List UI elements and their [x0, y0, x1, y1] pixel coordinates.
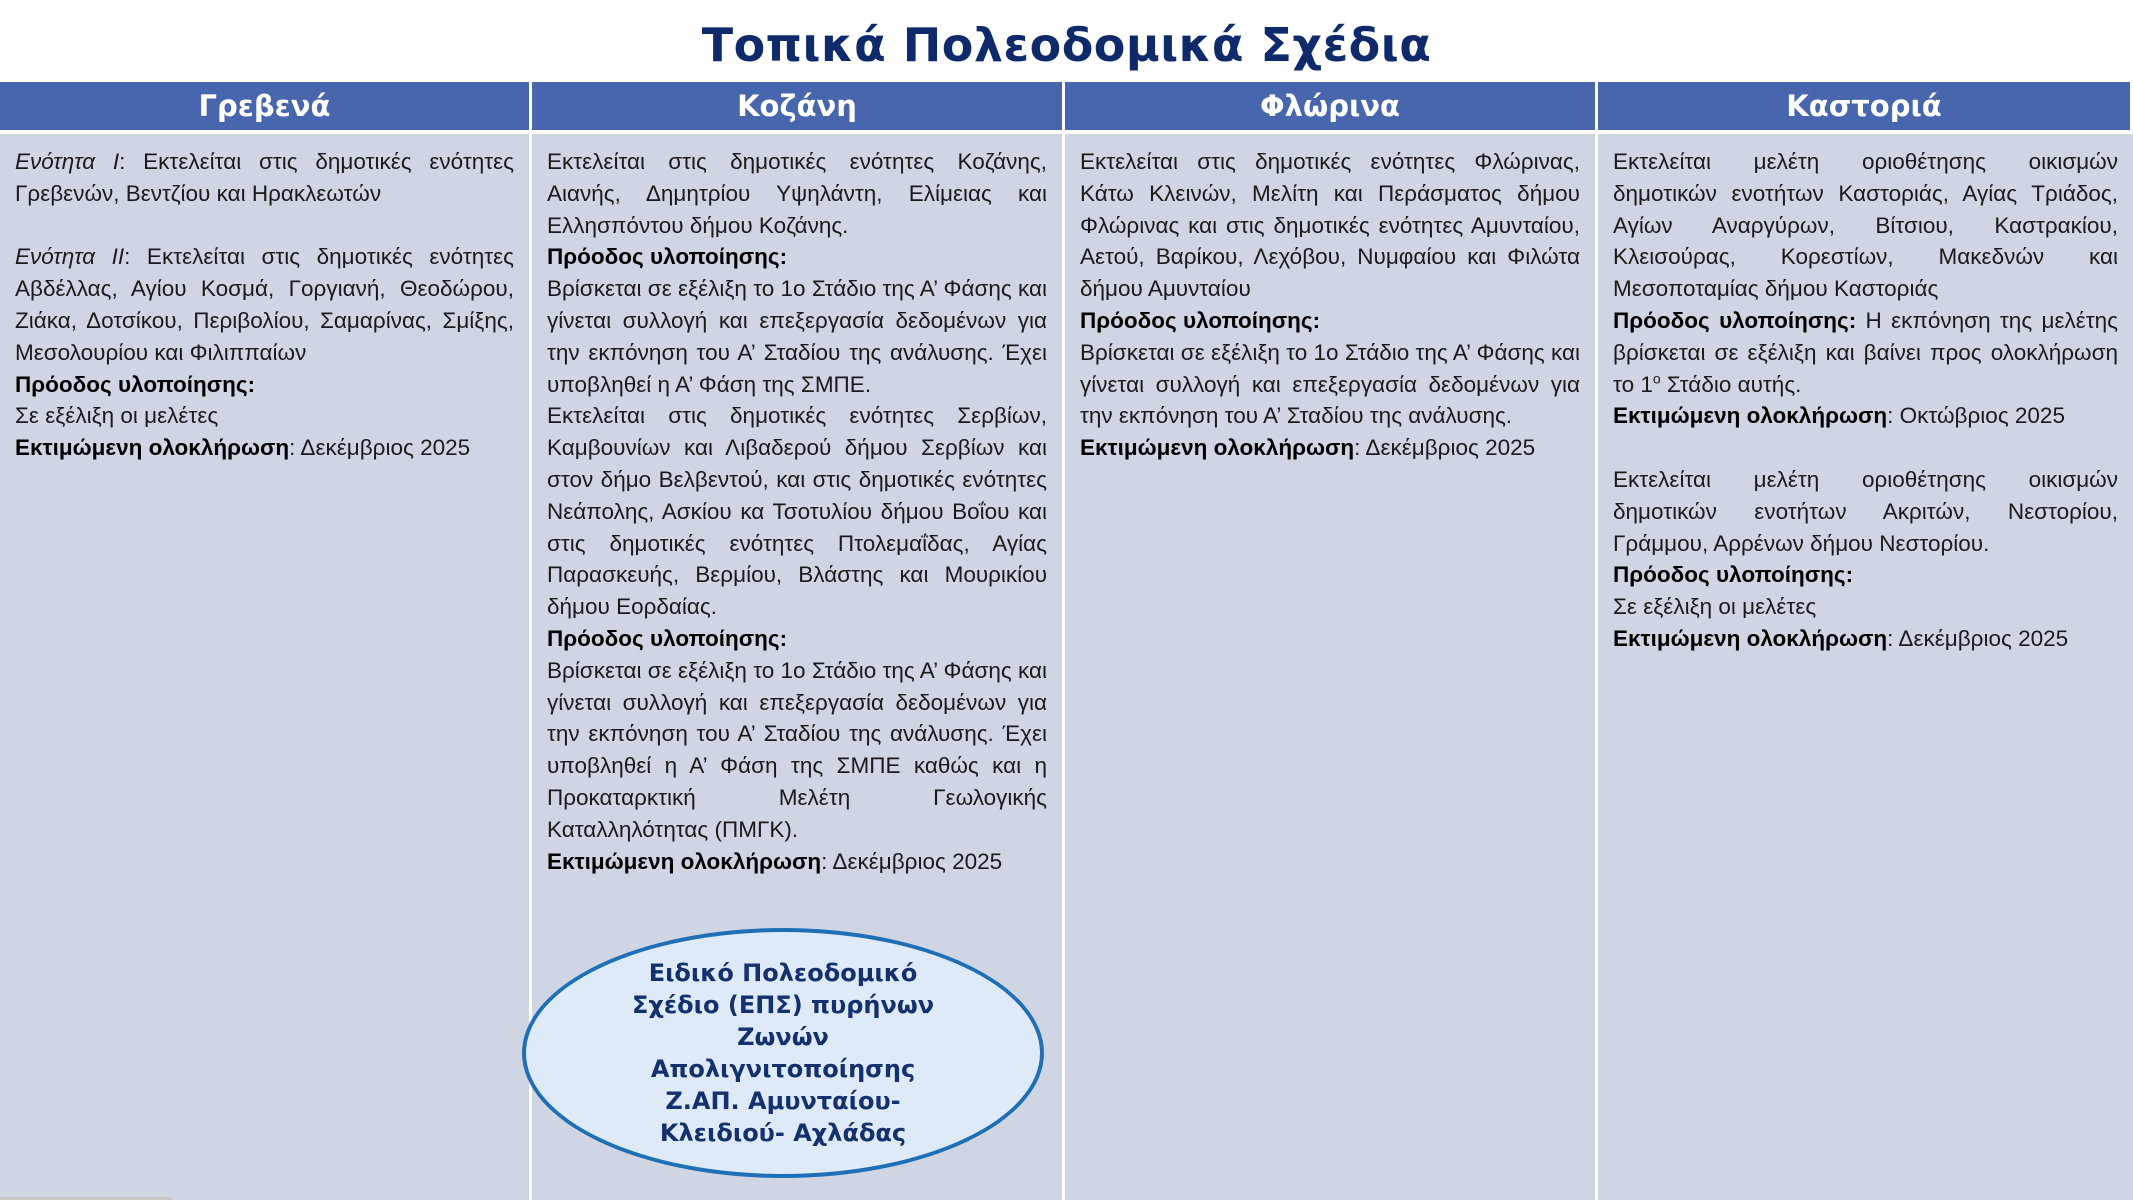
kozani-progress1-label: Πρόοδος υλοποίησης: — [547, 244, 788, 270]
grevena-progress-text: Σε εξέλιξη οι μελέτες — [15, 403, 219, 429]
kastoria-paragraph-2: Εκτελείται μελέτη οριοθέτησης οικισμών δημοτικών ενοτήτων Ακριτών, Νεστορίου, Γράμμου, Αρρένων δήμου Νεστορίου. — [1613, 466, 2118, 556]
plans-table — [0, 82, 2133, 1200]
florina-progress-label: Πρόοδος υλοποίησης: — [1080, 307, 1321, 333]
kozani-paragraph-1: Εκτελείται στις δημοτικές ενότητες Κοζάνης, Αιανής, Δημητρίου Υψηλάντη, Ελίμειας και Ελλησπόντου δήμου Κοζάνης. — [547, 149, 1047, 238]
florina-paragraph-1: Εκτελείται στις δημοτικές ενότητες Φλώρινας, Κάτω Κλεινών, Μελίτη και Περάσματος δήμου Φλώρινας και στις δημοτικές ενότητες Αμυνταίου, Αετού, Βαρίκου, Λεχόβου, Νυμφαίου και Φιλώτα δήμου Αμυνταίου — [1080, 149, 1580, 302]
kastoria-completion1: Εκτιμώμενη ολοκλήρωση: Οκτώβριος 2025 — [1613, 403, 2065, 429]
unit1-label: Ενότητα Ι — [15, 149, 120, 174]
kastoria-progress2-text: Σε εξέλιξη οι μελέτες — [1613, 594, 1817, 620]
kastoria-completion2: Εκτιμώμενη ολοκλήρωση: Δεκέμβριος 2025 — [1613, 625, 2069, 651]
kozani-progress2-label: Πρόοδος υλοποίησης: — [547, 625, 788, 651]
grevena-unit2 — [15, 241, 514, 368]
kastoria-paragraph-1: Εκτελείται μελέτη οριοθέτησης οικισμών δημοτικών ενοτήτων Καστοριάς, Αγίας Τριάδος, Αγίων Αναργύρων, Βίτσιου, Καστρακίου, Κλεισούρας, Κορεστίων, Μακεδνών και Μεσοποταμίας δήμου Καστοριάς — [1613, 149, 2118, 302]
kozani-completion: Εκτιμώμενη ολοκλήρωση: Δεκέμβριος 2025 — [547, 848, 1003, 874]
florina-progress-text: Βρίσκεται σε εξέλιξη το 1ο Στάδιο της Α’ Φάσης και γίνεται συλλογή και επεξεργασία δεδομένων για την εκπόνηση του Α’ Σταδίου της ανάλυσης. — [1080, 339, 1580, 429]
kozani-paragraph-2: Εκτελείται στις δημοτικές ενότητες Σερβίων, Καμβουνίων και Λιβαδερού δήμου Σερβίων και στον δήμο Βελβεντού, και στις δημοτικές ενότητες Νεάπολης, Ασκίου κα Τσοτυλίου δήμου Βοΐου και στις δημοτικές ενότητες Πτολεμαΐδας, Αγίας Παρασκευής, Βερμίου, Βλάστης και Μουρικίου δήμου Εορδαίας. — [547, 403, 1047, 620]
kozani-progress1-text: Βρίσκεται σε εξέλιξη το 1ο Στάδιο της Α’ Φάσης και γίνεται συλλογή και επεξεργασία δεδομένων για την εκπόνηση του Α’ Σταδίου της ανάλυσης. Έχει υποβληθεί η Α’ Φάση της ΣΜΠΕ. — [547, 276, 1047, 397]
header-florina: Φλώρινα — [1065, 82, 1598, 134]
cell-florina — [1065, 134, 1598, 1200]
header-grevena: Γρεβενά — [0, 82, 532, 134]
kastoria-progress2-label: Πρόοδος υλοποίησης: — [1613, 562, 1854, 588]
cell-kastoria — [1598, 134, 2133, 1200]
header-kastoria: Καστοριά — [1598, 82, 2133, 134]
header-kozani: Κοζάνη — [532, 82, 1065, 134]
page-title: Τοπικά Πολεοδομικά Σχέδια — [701, 18, 1432, 72]
cell-grevena — [0, 134, 532, 1200]
unit2-label: Ενότητα ΙΙ — [15, 244, 125, 270]
grevena-unit1 — [15, 146, 514, 210]
grevena-progress-label: Πρόοδος υλοποίησης: — [15, 371, 256, 397]
special-plan-callout — [522, 928, 1044, 1178]
unit1-text: : Εκτελείται στις δημοτικές ενότητες Γρεβενών, Βεντζίου και Ηρακλεωτών — [15, 149, 514, 206]
special-plan-callout-text: Ειδικό Πολεοδομικό Σχέδιο (ΕΠΣ) πυρήνων Ζωνών Απολιγνιτοποίησης Ζ.ΑΠ. Αμυνταίου- Κλειδιού- Αχλάδας — [631, 959, 935, 1147]
unit2-text: : Εκτελείται στις δημοτικές ενότητες Αβδέλλας, Αγίου Κοσμά, Γοργιανή, Θεοδώρου, Ζιάκα, Δοτσίκου, Περιβολίου, Σαμαρίνας, Σμίξης, Μεσολουρίου και Φιλιππαίων — [15, 244, 515, 365]
florina-completion: Εκτιμώμενη ολοκλήρωση: Δεκέμβριος 2025 — [1080, 435, 1536, 461]
kozani-progress2-text: Βρίσκεται σε εξέλιξη το 1ο Στάδιο της Α’ Φάσης και γίνεται συλλογή και επεξεργασία δεδομένων για την εκπόνηση του Α’ Σταδίου της ανάλυσης. Έχει υποβληθεί η Α’ Φάση της ΣΜΠΕ καθώς και η Προκαταρκτική Μελέτη Γεωλογικής Καταλληλότητας (ΠΜΓΚ). — [547, 657, 1047, 842]
kastoria-progress1: Πρόοδος υλοποίησης: Η εκπόνηση της μελέτης βρίσκεται σε εξέλιξη και βαίνει προς ολοκλήρωση το $1^o$ Στάδιο αυτής. — [1613, 307, 2119, 397]
grevena-completion: Εκτιμώμενη ολοκλήρωση: Δεκέμβριος 2025 — [15, 435, 471, 461]
